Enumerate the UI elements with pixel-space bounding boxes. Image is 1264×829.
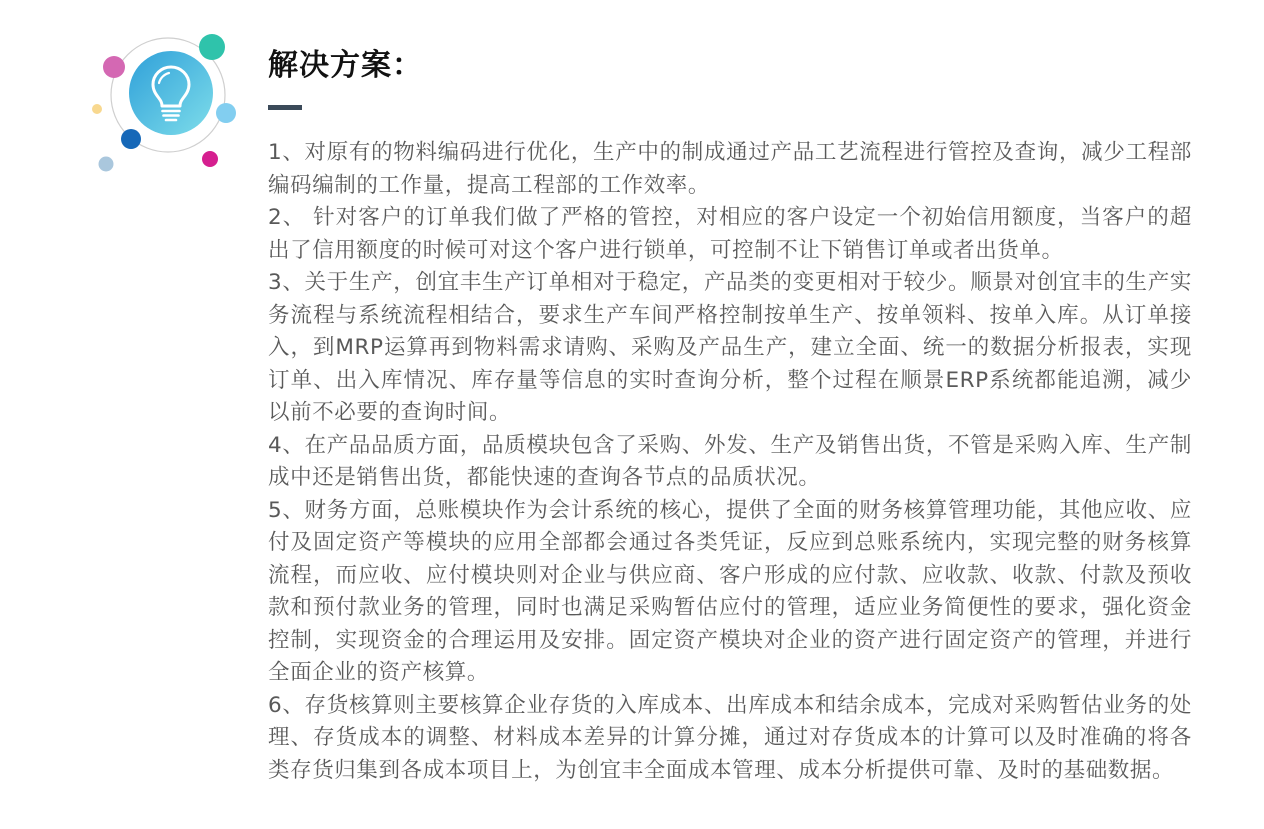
- bulb-circle: [129, 51, 213, 135]
- steel-blue-dot: [99, 157, 114, 172]
- solution-item-6: 6、存货核算则主要核算企业存货的入库成本、出库成本和结余成本，完成对采购暂估业务的处理、存货成本的调整、材料成本差异的计算分摊，通过对存货成本的计算可以及时准确的将各类存货归集到各成本项目上，为创宜丰全面成本管理、成本分析提供可靠、及时的基础数据。: [268, 692, 1192, 783]
- dark-blue-dot: [121, 129, 141, 149]
- solution-item-2: 2、 针对客户的订单我们做了严格的管控，对相应的客户设定一个初始信用额度，当客户的超出了信用额度的时候可对这个客户进行锁单，可控制不让下销售订单或者出货单。: [268, 205, 1192, 263]
- pink-dot: [103, 56, 125, 78]
- section-title: 解决方案：: [268, 48, 423, 83]
- magenta-dot: [202, 151, 218, 167]
- solution-section: [268, 48, 1192, 787]
- solution-item-1: 1、对原有的物料编码进行优化，生产中的制成通过产品工艺流程进行管控及查询，减少工程部编码编制的工作量，提高工程部的工作效率。: [268, 140, 1192, 198]
- lightbulb-icon: [85, 25, 245, 175]
- sky-blue-dot: [216, 103, 236, 123]
- solution-item-3: 3、关于生产，创宜丰生产订单相对于稳定，产品类的变更相对于较少。顺景对创宜丰的生产实务流程与系统流程相结合，要求生产车间严格控制按单生产、按单领料、按单入库。从订单接入，到MRP运算再到物料需求请购、采购及产品生产，建立全面、统一的数据分析报表，实现订单、出入库情况、库存量等信息的实时查询分析，整个过程在顺景ERP系统都能追溯，减少以前不必要的查询时间。: [268, 270, 1192, 425]
- solution-list: [268, 137, 1192, 787]
- title-underline: [268, 105, 302, 110]
- teal-dot: [199, 34, 225, 60]
- yellow-dot: [92, 104, 102, 114]
- lightbulb-badge: [85, 25, 245, 175]
- solution-item-5: 5、财务方面，总账模块作为会计系统的核心，提供了全面的财务核算管理功能，其他应收、应付及固定资产等模块的应用全部都会通过各类凭证，反应到总账系统内，实现完整的财务核算流程，而应收、应付模块则对企业与供应商、客户形成的应付款、应收款、收款、付款及预收款和预付款业务的管理，同时也满足采购暂估应付的管理，适应业务简便性的要求，强化资金控制，实现资金的合理运用及安排。固定资产模块对企业的资产进行固定资产的管理，并进行全面企业的资产核算。: [268, 497, 1192, 685]
- solution-item-4: 4、在产品品质方面，品质模块包含了采购、外发、生产及销售出货，不管是采购入库、生产制成中还是销售出货，都能快速的查询各节点的品质状况。: [268, 432, 1192, 490]
